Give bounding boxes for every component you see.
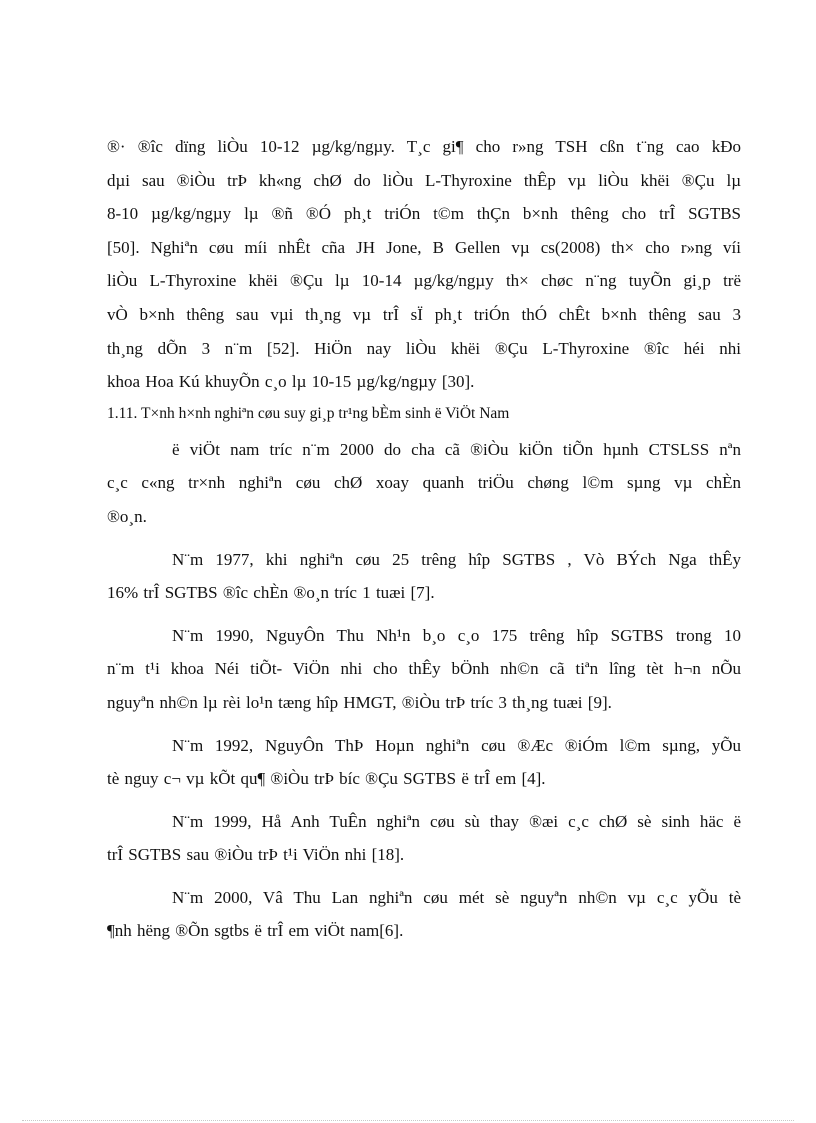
- paragraph-p7: [107, 881, 741, 948]
- text-line: N¨m 1977, khi nghiªn cøu 25 trêng hîp SGTBS , Vò BÝch Nga thÊy: [172, 549, 741, 569]
- text-line: trÎ SGTBS sau ®iÒu trÞ t¹i ViÖn nhi [18].: [107, 845, 405, 865]
- text-line: 8-10 µg/kg/ngµy lµ ®ñ ®Ó ph¸t triÓn t©m thÇn b×nh thêng cho trÎ SGTBS: [107, 204, 741, 224]
- paragraph-p1: [107, 130, 741, 399]
- text-line: khoa Hoa Kú khuyÕn c¸o lµ 10-15 µg/kg/ngµy [30].: [107, 372, 475, 392]
- text-line: vÒ b×nh thêng sau vµi th¸ng vµ trÎ sÏ ph¸t triÓn thÓ chÊt b×nh thêng sau 3: [107, 304, 741, 324]
- text-line: liÒu L-Thyroxine khëi ®Çu lµ 10-14 µg/kg/ngµy th× chøc n¨ng tuyÕn gi¸p trë: [107, 271, 741, 291]
- paragraph-p5: [107, 729, 741, 796]
- text-line: dµi sau ®iÒu trÞ kh«ng chØ do liÒu L-Thyroxine thÊp vµ liÒu khëi ®Çu lµ: [107, 170, 741, 190]
- text-line: [50]. Nghiªn cøu míi nhÊt cña JH Jone, B Gellen vµ cs(2008) th× cho r»ng víi: [107, 237, 741, 257]
- text-line: 16% trÎ SGTBS ®îc chÈn ®o¸n tríc 1 tuæi [7].: [107, 583, 435, 603]
- text-line: ë viÖt nam tríc n¨m 2000 do cha cã ®iÒu kiÖn tiÕn hµnh CTSLSS nªn: [172, 439, 741, 459]
- paragraph-p4: [107, 619, 741, 720]
- text-line: nguyªn nh©n lµ rèi lo¹n tæng hîp HMGT, ®iÒu trÞ tríc 3 th¸ng tuæi [9].: [107, 692, 612, 712]
- page-bottom-divider: [22, 1120, 794, 1121]
- paragraph-p2: [107, 433, 741, 534]
- text-line: N¨m 1999, Hå Anh TuÊn nghiªn cøu sù thay ®æi c¸c chØ sè sinh häc ë: [172, 811, 741, 831]
- text-line: N¨m 1990, NguyÔn Thu Nh¹n b¸o c¸o 175 trêng hîp SGTBS trong 10: [172, 625, 741, 645]
- text-line: tè nguy c¬ vµ kÕt qu¶ ®iÒu trÞ bíc ®Çu SGTBS ë trÎ em [4].: [107, 769, 546, 789]
- text-line: ¶nh hëng ®Õn sgtbs ë trÎ em viÖt nam[6].: [107, 921, 404, 941]
- section-heading: 1.11. T×nh h×nh nghiªn cøu suy gi¸p tr¹ng bÈm sinh ë ViÖt Nam: [107, 404, 510, 422]
- text-line: c¸c c«ng tr×nh nghiªn cøu chØ xoay quanh triÖu chøng l©m sµng vµ chÈn: [107, 473, 741, 493]
- document-body: [107, 130, 741, 948]
- text-line: ®o¸n.: [107, 506, 147, 526]
- paragraph-p6: [107, 805, 741, 872]
- text-line: N¨m 2000, Vâ Thu Lan nghiªn cøu mét sè nguyªn nh©n vµ c¸c yÕu tè: [172, 887, 741, 907]
- text-line: th¸ng dÕn 3 n¨m [52]. HiÖn nay liÒu khëi ®Çu L-Thyroxine ®îc héi nhi: [107, 338, 741, 358]
- text-line: ®· ®îc dïng liÒu 10-12 µg/kg/ngµy. T¸c gi¶ cho r»ng TSH cßn t¨ng cao kÐo: [107, 137, 741, 156]
- paragraph-p3: [107, 543, 741, 610]
- text-line: n¨m t¹i khoa Néi tiÕt- ViÖn nhi cho thÊy bÖnh nh©n cã tiªn lîng tèt h¬n nÕu: [107, 659, 741, 679]
- text-line: N¨m 1992, NguyÔn ThÞ Hoµn nghiªn cøu ®Æc ®iÓm l©m sµng, yÕu: [172, 735, 741, 755]
